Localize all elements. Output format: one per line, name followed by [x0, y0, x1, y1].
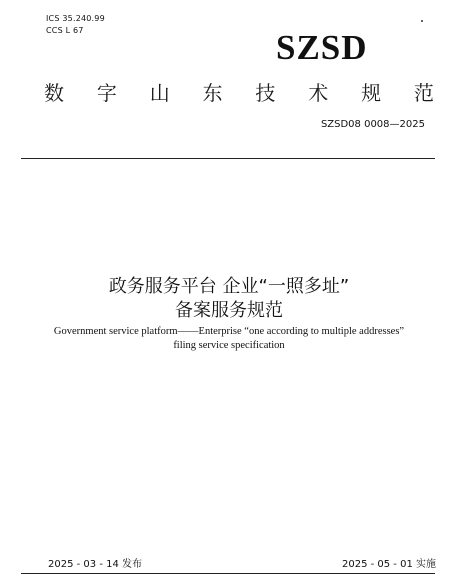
title-zh-line-2: 备案服务规范 [175, 300, 283, 321]
title-en-line-2: filing service specification [173, 340, 285, 351]
organization-name [44, 80, 434, 106]
org-char: 术 [308, 81, 329, 105]
org-char: 东 [202, 81, 223, 105]
footer-divider [21, 573, 435, 574]
decorative-dot [421, 20, 423, 22]
title-zh-line-1: 政务服务平台 企业“一照多址” [108, 276, 350, 297]
issue-date: 2025 - 03 - 14 发布 [48, 559, 143, 570]
org-char: 规 [361, 81, 382, 105]
org-char: 技 [255, 81, 276, 105]
title-en-line-1: Government service platform——Enterprise “one according to multiple addresses” [53, 326, 405, 337]
logo: SZSD [276, 28, 368, 67]
ccs-code: CCS L 67 [46, 26, 84, 35]
header-divider [21, 158, 435, 159]
org-char: 范 [413, 81, 434, 105]
ics-code: ICS 35.240.99 [46, 14, 105, 23]
implementation-date: 2025 - 05 - 01 实施 [341, 559, 436, 570]
org-char: 山 [149, 81, 170, 105]
org-char: 字 [96, 81, 117, 105]
standard-number: SZSD08 0008—2025 [320, 119, 425, 130]
org-char: 数 [44, 81, 64, 105]
document-title-en [0, 325, 458, 353]
document-title-zh [0, 275, 458, 323]
